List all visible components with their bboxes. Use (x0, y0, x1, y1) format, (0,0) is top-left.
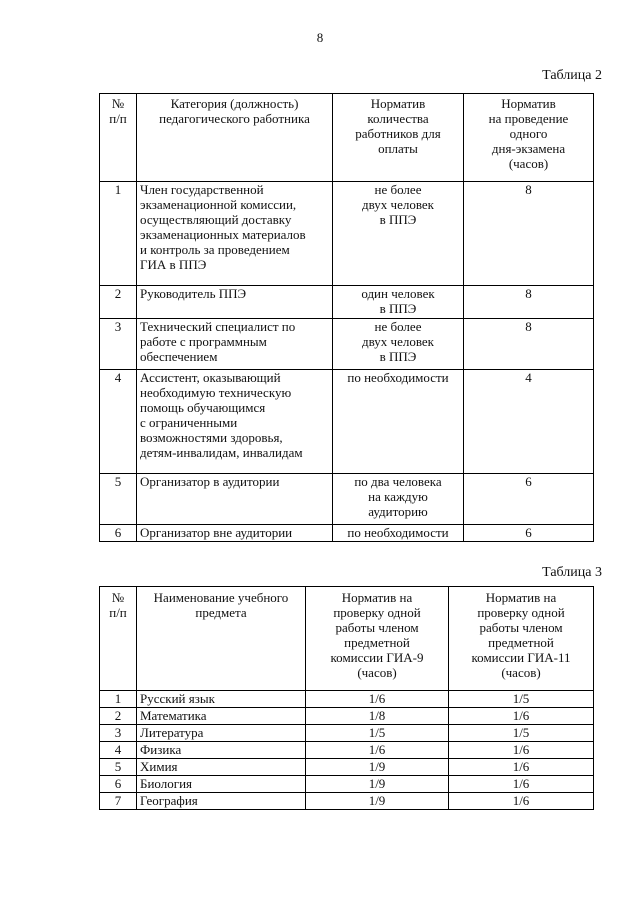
table3-header-gia9: Норматив на проверку одной работы членом предметной комиссии ГИА-9 (часов) (306, 587, 449, 691)
row-subject: Математика (137, 708, 306, 725)
row-gia11: 1/6 (449, 708, 594, 725)
table-row (100, 182, 594, 286)
row-number: 7 (100, 793, 137, 810)
table2-header-hours: Норматив на проведение одного дня-экзамена (часов) (464, 94, 594, 182)
row-gia9: 1/8 (306, 708, 449, 725)
row-hours: 8 (464, 286, 594, 319)
row-gia11: 1/6 (449, 742, 594, 759)
table2-header-row (100, 94, 594, 182)
page-number: 8 (316, 30, 324, 45)
table-row (100, 776, 594, 793)
table-row (100, 708, 594, 725)
row-number: 4 (100, 370, 137, 474)
row-category: Организатор вне аудитории (137, 525, 333, 542)
row-gia11: 1/6 (449, 759, 594, 776)
row-hours: 8 (464, 182, 594, 286)
row-worker-count: один человек в ППЭ (333, 286, 464, 319)
row-category: Член государственной экзаменационной комиссии, осуществляющий доставку экзаменационных материалов и контроль за проведением ГИА в ППЭ (137, 182, 333, 286)
row-gia11: 1/6 (449, 776, 594, 793)
table-row (100, 742, 594, 759)
table3-header-gia11: Норматив на проверку одной работы членом предметной комиссии ГИА-11 (часов) (449, 587, 594, 691)
row-worker-count: по два человека на каждую аудиторию (333, 474, 464, 525)
row-category: Организатор в аудитории (137, 474, 333, 525)
table-row (100, 725, 594, 742)
row-worker-count: не более двух человек в ППЭ (333, 182, 464, 286)
table3-header-num: № п/п (100, 587, 137, 691)
row-number: 6 (100, 776, 137, 793)
table-row (100, 370, 594, 474)
row-subject: Литература (137, 725, 306, 742)
row-number: 1 (100, 182, 137, 286)
table-row (100, 286, 594, 319)
row-hours: 4 (464, 370, 594, 474)
row-gia9: 1/6 (306, 742, 449, 759)
row-number: 1 (100, 691, 137, 708)
table-row (100, 525, 594, 542)
table-row (100, 474, 594, 525)
row-gia11: 1/6 (449, 793, 594, 810)
table3-exam-check-norms (99, 586, 594, 810)
row-subject: Биология (137, 776, 306, 793)
row-category: Ассистент, оказывающий необходимую техническую помощь обучающимся с ограниченными возможностями здоровья, детям-инвалидам, инвалидам (137, 370, 333, 474)
row-gia11: 1/5 (449, 691, 594, 708)
table2-header-num: № п/п (100, 94, 137, 182)
table-row (100, 793, 594, 810)
row-gia9: 1/9 (306, 759, 449, 776)
row-gia9: 1/9 (306, 793, 449, 810)
table2-header-worker-count: Норматив количества работников для оплаты (333, 94, 464, 182)
row-gia9: 1/5 (306, 725, 449, 742)
row-subject: География (137, 793, 306, 810)
table-row (100, 319, 594, 370)
table2-workers-norms (99, 93, 594, 542)
row-number: 4 (100, 742, 137, 759)
table3-caption: Таблица 3 (542, 565, 602, 580)
row-hours: 8 (464, 319, 594, 370)
row-number: 3 (100, 725, 137, 742)
table3-header-row (100, 587, 594, 691)
row-subject: Физика (137, 742, 306, 759)
row-number: 5 (100, 759, 137, 776)
row-gia9: 1/9 (306, 776, 449, 793)
row-worker-count: по необходимости (333, 370, 464, 474)
row-number: 2 (100, 286, 137, 319)
row-worker-count: не более двух человек в ППЭ (333, 319, 464, 370)
row-category: Руководитель ППЭ (137, 286, 333, 319)
row-number: 5 (100, 474, 137, 525)
row-number: 2 (100, 708, 137, 725)
row-hours: 6 (464, 525, 594, 542)
row-gia11: 1/5 (449, 725, 594, 742)
row-subject: Русский язык (137, 691, 306, 708)
table2-caption: Таблица 2 (542, 68, 602, 83)
row-gia9: 1/6 (306, 691, 449, 708)
table-row (100, 759, 594, 776)
row-number: 6 (100, 525, 137, 542)
row-hours: 6 (464, 474, 594, 525)
row-subject: Химия (137, 759, 306, 776)
row-worker-count: по необходимости (333, 525, 464, 542)
row-number: 3 (100, 319, 137, 370)
table2-header-category: Категория (должность) педагогического работника (137, 94, 333, 182)
table-row (100, 691, 594, 708)
table3-header-subject: Наименование учебного предмета (137, 587, 306, 691)
row-category: Технический специалист по работе с программным обеспечением (137, 319, 333, 370)
